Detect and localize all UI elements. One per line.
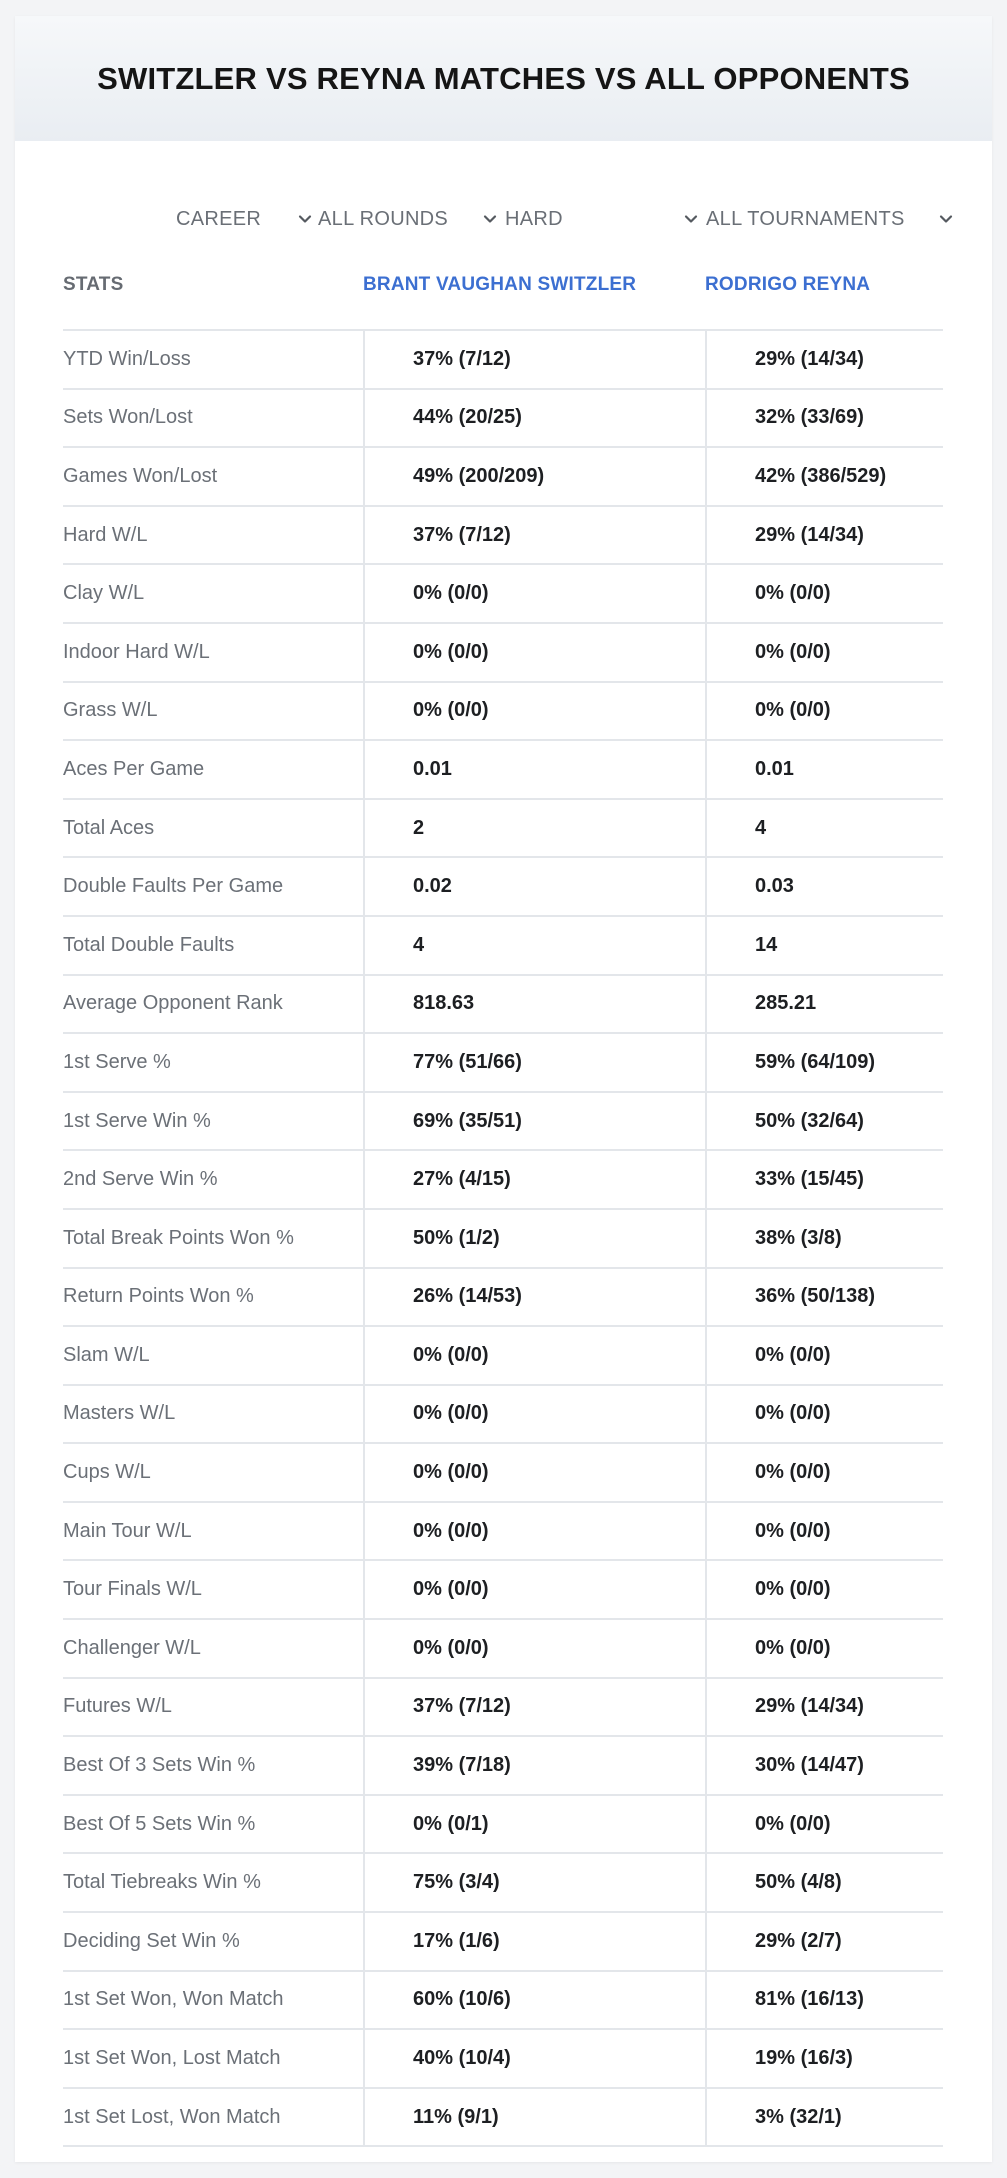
player2-value: 0.01 [705, 741, 943, 798]
rounds-select-value: ALL ROUNDS [318, 207, 449, 230]
player2-value: 285.21 [705, 976, 943, 1033]
stat-label: Best Of 5 Sets Win % [63, 1812, 256, 1835]
table-header [63, 252, 943, 331]
stat-label: Masters W/L [63, 1402, 176, 1425]
stat-label: 1st Serve Win % [63, 1109, 211, 1132]
stats-table [63, 252, 943, 2147]
player1-value: 0.01 [363, 741, 705, 798]
stat-label: Total Break Points Won % [63, 1226, 294, 1249]
table-row [63, 1444, 943, 1503]
surface-select-value: HARD [505, 207, 563, 230]
table-row [63, 624, 943, 683]
tournaments-select-value: ALL TOURNAMENTS [706, 207, 905, 230]
player2-value: 0.03 [705, 858, 943, 915]
player2-value: 0% (0/0) [705, 683, 943, 740]
player1-value: 26% (14/53) [363, 1269, 705, 1326]
table-row [63, 1386, 943, 1445]
rounds-select[interactable] [318, 189, 498, 249]
player2-value: 50% (32/64) [705, 1093, 943, 1150]
table-row [63, 565, 943, 624]
table-body [63, 331, 943, 2147]
player2-link[interactable]: RODRIGO REYNA [705, 274, 871, 295]
player2-value: 19% (16/3) [705, 2030, 943, 2087]
player1-value: 17% (1/6) [363, 1913, 705, 1970]
table-row [63, 1620, 943, 1679]
player1-value: 50% (1/2) [363, 1210, 705, 1267]
stat-label: Deciding Set Win % [63, 1929, 240, 1952]
surface-select[interactable] [505, 189, 699, 249]
table-row [63, 1151, 943, 1210]
player1-value: 0% (0/0) [363, 1444, 705, 1501]
player1-value: 0% (0/0) [363, 683, 705, 740]
table-row [63, 800, 943, 859]
player1-value: 2 [363, 800, 705, 857]
stat-label: 2nd Serve Win % [63, 1168, 218, 1191]
player2-value: 29% (2/7) [705, 1913, 943, 1970]
player1-value: 60% (10/6) [363, 1972, 705, 2029]
stat-label: Sets Won/Lost [63, 406, 193, 429]
stat-label: Slam W/L [63, 1343, 150, 1366]
stat-label: 1st Set Won, Lost Match [63, 2047, 281, 2070]
player2-value: 29% (14/34) [705, 507, 943, 564]
player2-value: 50% (4/8) [705, 1854, 943, 1911]
player1-value: 69% (35/51) [363, 1093, 705, 1150]
player1-value: 37% (7/12) [363, 507, 705, 564]
player1-value: 0% (0/0) [363, 565, 705, 622]
table-row [63, 1269, 943, 1328]
table-row [63, 2089, 943, 2148]
player2-value: 38% (3/8) [705, 1210, 943, 1267]
stat-label: 1st Set Won, Won Match [63, 1988, 284, 2011]
player1-value: 44% (20/25) [363, 390, 705, 447]
table-row [63, 2030, 943, 2089]
table-row [63, 858, 943, 917]
player2-value: 59% (64/109) [705, 1034, 943, 1091]
player1-value: 0% (0/0) [363, 1620, 705, 1677]
table-row [63, 1561, 943, 1620]
period-select[interactable] [176, 189, 313, 249]
stat-label: Aces Per Game [63, 757, 205, 780]
stat-label: Grass W/L [63, 699, 158, 722]
chevron-down-icon [482, 211, 498, 227]
table-row [63, 1913, 943, 1972]
stat-label: Double Faults Per Game [63, 875, 284, 898]
stat-label: Cups W/L [63, 1461, 151, 1484]
stat-label: Average Opponent Rank [63, 992, 283, 1015]
player2-value: 3% (32/1) [705, 2089, 943, 2146]
player2-value: 32% (33/69) [705, 390, 943, 447]
table-row [63, 683, 943, 742]
stat-label: Total Tiebreaks Win % [63, 1871, 261, 1894]
table-row [63, 1737, 943, 1796]
table-row [63, 741, 943, 800]
stat-label: YTD Win/Loss [63, 347, 191, 370]
card-header [15, 16, 992, 141]
table-row [63, 1327, 943, 1386]
player2-value: 29% (14/34) [705, 1679, 943, 1736]
table-row [63, 1679, 943, 1738]
player1-value: 49% (200/209) [363, 448, 705, 505]
player2-value: 0% (0/0) [705, 1561, 943, 1618]
player1-value: 818.63 [363, 976, 705, 1033]
player2-value: 0% (0/0) [705, 624, 943, 681]
player1-link[interactable]: BRANT VAUGHAN SWITZLER [363, 274, 637, 295]
player1-value: 27% (4/15) [363, 1151, 705, 1208]
player1-value: 0% (0/0) [363, 1561, 705, 1618]
table-row [63, 1972, 943, 2031]
player1-value: 37% (7/12) [363, 1679, 705, 1736]
stat-label: 1st Set Lost, Won Match [63, 2105, 281, 2128]
player2-value: 14 [705, 917, 943, 974]
stat-label: Total Double Faults [63, 933, 235, 956]
player2-value: 29% (14/34) [705, 331, 943, 388]
stat-label: 1st Serve % [63, 1050, 171, 1073]
player1-value: 39% (7/18) [363, 1737, 705, 1794]
table-row [63, 448, 943, 507]
table-row [63, 1034, 943, 1093]
player1-value: 0% (0/0) [363, 1503, 705, 1560]
stat-label: Indoor Hard W/L [63, 640, 210, 663]
table-row [63, 1503, 943, 1562]
chevron-down-icon [683, 211, 699, 227]
player1-value: 11% (9/1) [363, 2089, 705, 2146]
table-row [63, 1210, 943, 1269]
stats-column-header: STATS [63, 274, 124, 295]
player2-value: 4 [705, 800, 943, 857]
stat-label: Games Won/Lost [63, 464, 218, 487]
stat-label: Best Of 3 Sets Win % [63, 1754, 256, 1777]
stat-label: Return Points Won % [63, 1285, 254, 1308]
table-row [63, 507, 943, 566]
table-row [63, 331, 943, 390]
stats-card [15, 16, 992, 2162]
player1-value: 40% (10/4) [363, 2030, 705, 2087]
player1-value: 0.02 [363, 858, 705, 915]
stat-label: Main Tour W/L [63, 1519, 192, 1542]
table-row [63, 1854, 943, 1913]
player1-value: 0% (0/0) [363, 624, 705, 681]
player2-value: 0% (0/0) [705, 1327, 943, 1384]
player1-value: 4 [363, 917, 705, 974]
player2-value: 33% (15/45) [705, 1151, 943, 1208]
stat-label: Hard W/L [63, 523, 148, 546]
stat-label: Total Aces [63, 816, 155, 839]
player2-value: 81% (16/13) [705, 1972, 943, 2029]
player2-value: 42% (386/529) [705, 448, 943, 505]
player2-value: 0% (0/0) [705, 1620, 943, 1677]
table-row [63, 976, 943, 1035]
player2-value: 0% (0/0) [705, 565, 943, 622]
player1-value: 0% (0/0) [363, 1386, 705, 1443]
chevron-down-icon [297, 211, 313, 227]
tournaments-select[interactable] [706, 189, 954, 249]
player1-value: 37% (7/12) [363, 331, 705, 388]
period-select-value: CAREER [176, 207, 262, 230]
player1-value: 75% (3/4) [363, 1854, 705, 1911]
player2-value: 0% (0/0) [705, 1796, 943, 1853]
chevron-down-icon [938, 211, 954, 227]
player2-value: 0% (0/0) [705, 1444, 943, 1501]
player2-value: 36% (50/138) [705, 1269, 943, 1326]
player2-value: 30% (14/47) [705, 1737, 943, 1794]
stat-label: Futures W/L [63, 1695, 172, 1718]
player1-value: 0% (0/1) [363, 1796, 705, 1853]
player2-value: 0% (0/0) [705, 1503, 943, 1560]
page-title: SWITZLER VS REYNA MATCHES VS ALL OPPONENTS [97, 60, 910, 96]
table-row [63, 390, 943, 449]
player1-value: 77% (51/66) [363, 1034, 705, 1091]
table-row [63, 1093, 943, 1152]
filter-bar [15, 189, 992, 249]
stat-label: Tour Finals W/L [63, 1578, 202, 1601]
stat-label: Clay W/L [63, 582, 145, 605]
player2-value: 0% (0/0) [705, 1386, 943, 1443]
table-row [63, 917, 943, 976]
player1-value: 0% (0/0) [363, 1327, 705, 1384]
stat-label: Challenger W/L [63, 1636, 201, 1659]
table-row [63, 1796, 943, 1855]
